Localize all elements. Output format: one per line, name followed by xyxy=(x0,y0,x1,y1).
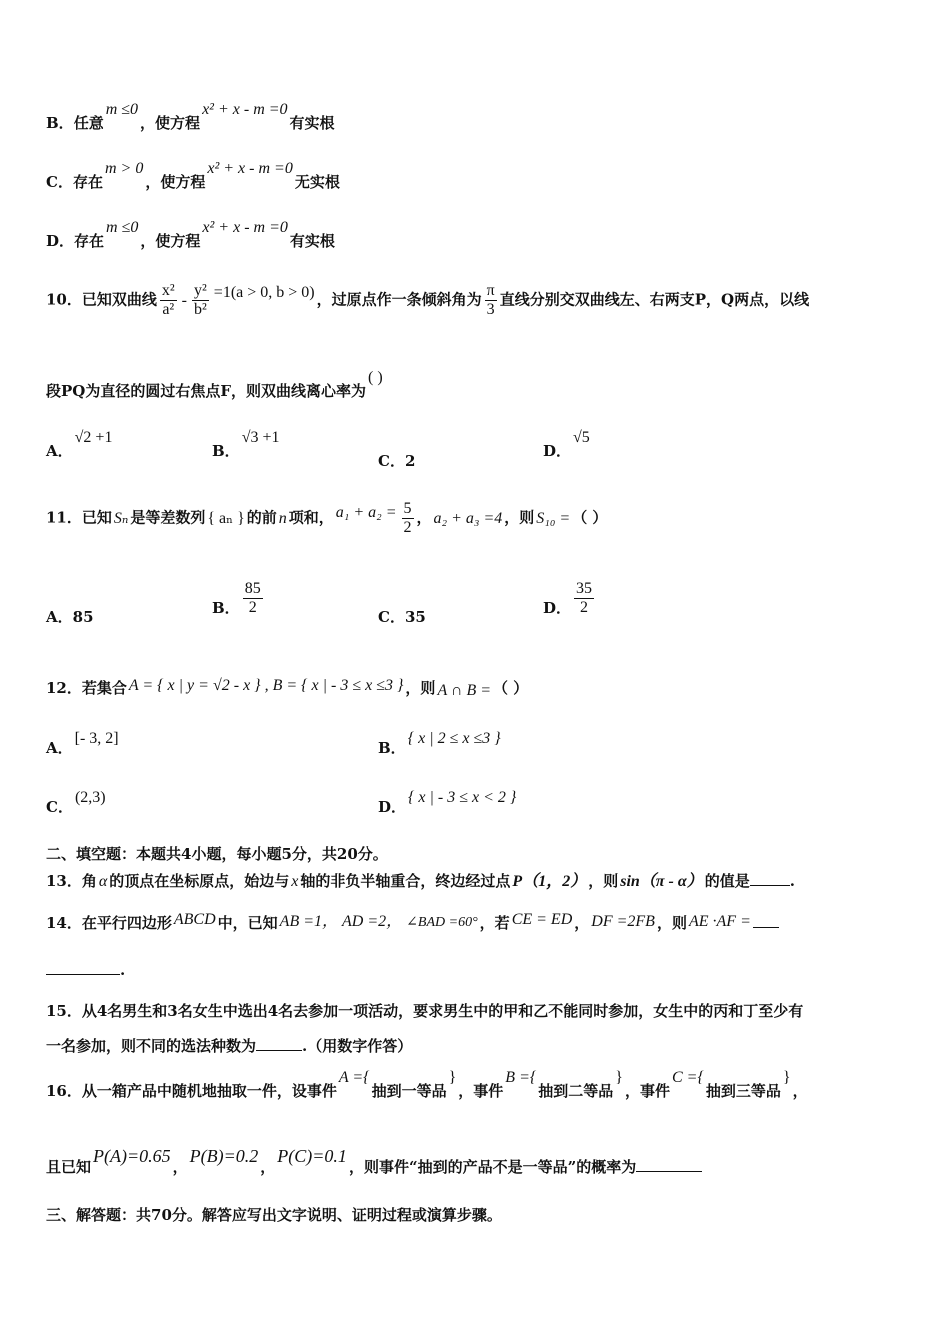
equation-2: a₂ + a₃ =4 xyxy=(433,509,503,527)
question-text: ，过原点作一条倾斜角为 xyxy=(316,290,482,309)
equation-tail: =1(a > 0, b > 0) xyxy=(213,283,315,301)
option-text: ，使方程 xyxy=(140,114,201,132)
question-15: 15．从4名男生和3名女生中选出4名去参加一项活动，要求男生中的甲和乙不能同时参加，女生中的丙和丁至少有 xyxy=(46,1002,804,1020)
option-label: B． xyxy=(46,114,74,132)
section-2-heading: 二、填空题：本题共4小题，每小题5分，共20分。 xyxy=(46,845,388,863)
answer-paren: ( ) xyxy=(368,369,383,386)
answer-blank[interactable] xyxy=(753,913,779,928)
question-text: 直线分别交双曲线左、右两支P，Q两点，以线 xyxy=(499,290,810,309)
answer-paren: （ ） xyxy=(493,679,529,697)
q9-option-d xyxy=(46,219,906,251)
condition-math: m > 0 xyxy=(104,160,144,177)
question-12 xyxy=(46,677,906,698)
sequence-math: { aₙ } xyxy=(207,509,245,527)
option-text: 无实根 xyxy=(294,173,340,191)
intersection-math: A ∩ B = xyxy=(437,682,492,699)
answer-blank[interactable] xyxy=(750,871,790,886)
fraction-x2-a2: $\frac{\text{x²}}{\text{a²}}$ xyxy=(161,282,175,318)
option-text: 有实根 xyxy=(289,114,335,132)
question-text: 10．已知双曲线 xyxy=(46,290,157,309)
option-text: 有实根 xyxy=(289,232,335,250)
question-text: 11．已知 xyxy=(46,508,112,527)
q11-option-c: C．35 xyxy=(378,608,426,626)
option-text: 任意 xyxy=(73,114,104,132)
question-15-line2: 一名参加，则不同的选法种数为 .（用数字作答） xyxy=(46,1037,413,1055)
q9-option-b xyxy=(46,101,906,133)
sn-math: Sₙ xyxy=(113,509,129,527)
answer-blank[interactable] xyxy=(256,1036,302,1051)
answer-paren: （ ） xyxy=(572,508,608,527)
question-11: 11．已知 Sₙ 是等差数列 { aₙ } 的前 n 项和， a₁ + a₂ = $\frac{5}{2}$ ， a₂ + a₃ =4 ，则 S₁₀ = （ ） xyxy=(46,500,608,536)
section-3-heading: 三、解答题：共70分。解答应写出文字说明、证明过程或演算步骤。 xyxy=(46,1206,502,1224)
fraction-5-2: $\frac{5}{2}$ xyxy=(403,500,412,536)
question-13: 13．角 α 的顶点在坐标原点，始边与 x 轴的非负半轴重合，终边经过点 P（1，2） ，则 sin（π - α） 的值是 . xyxy=(46,872,795,890)
condition-math: m ≤0 xyxy=(105,101,139,118)
question-text: 是等差数列 xyxy=(130,508,206,527)
q10-option-d: D．√5 xyxy=(543,429,590,460)
question-text: 的前 xyxy=(246,508,277,527)
option-text: ，使方程 xyxy=(140,232,201,250)
question-14: 14．在平行四边形 ABCD 中，已知 AB =1， AD =2， ∠BAD =60° ，若 CE = ED ， DF =2FB ，则 AE ·AF = xyxy=(46,910,906,933)
q10-option-c: C．2 xyxy=(378,452,416,470)
q10-option-a: A．√2 +1 xyxy=(46,429,113,460)
equation-math: x² + x - m =0 xyxy=(207,160,293,177)
question-text: 项和， xyxy=(288,508,334,527)
question-14-line2: . xyxy=(46,960,906,979)
option-label: C． xyxy=(46,173,73,191)
q12-option-b: B．{ x | 2 ≤ x ≤3 } xyxy=(378,730,501,757)
condition-math: m ≤0 xyxy=(106,219,139,236)
option-label: D． xyxy=(46,232,75,250)
minus-sign: - xyxy=(181,291,187,309)
q11-option-b: B． $\frac{85}{2}$ xyxy=(212,580,261,617)
n-math: n xyxy=(278,509,287,527)
option-text: ，使方程 xyxy=(145,173,206,191)
q11-option-d: D． $\frac{35}{2}$ xyxy=(543,580,593,617)
option-value: √5 xyxy=(573,429,590,446)
fraction-85-2: $\frac{85}{2}$ xyxy=(244,580,261,616)
option-text: 存在 xyxy=(74,232,105,250)
answer-blank[interactable] xyxy=(636,1157,702,1172)
q12-option-a: A．[- 3, 2] xyxy=(46,730,119,757)
s10-math: S₁₀ = xyxy=(536,509,571,527)
sets-math: A = { x | y = √2 - x } , B = { x | - 3 ≤ x ≤3 } xyxy=(128,677,404,694)
question-16-line2: 且已知P(A)=0.65，P(B)=0.2，P(C)=0.1，则事件“抽到的产品不是一等品”的概率为 xyxy=(46,1156,906,1177)
question-text: ，则 xyxy=(504,508,535,527)
q11-option-a: A．85 xyxy=(46,608,94,626)
question-text: ，则 xyxy=(405,679,436,697)
option-text: 存在 xyxy=(72,173,103,191)
equation-math: x² + x - m =0 xyxy=(202,101,288,118)
question-16: 16．从一箱产品中随机地抽取一件，设事件A ={抽到一等品}，事件B ={抽到二等品}，事件C ={抽到三等品}， xyxy=(46,1069,808,1100)
equation-1: a₁ + a₂ = xyxy=(335,503,397,521)
answer-blank-continued[interactable] xyxy=(46,960,120,975)
fraction-y2-b2: $\frac{\text{y²}}{\text{b²}}$ xyxy=(194,282,207,318)
q12-option-c: C．(2,3) xyxy=(46,789,106,816)
fraction-pi-3: $\frac{\pi}{3}$ xyxy=(486,282,495,318)
equation-math: x² + x - m =0 xyxy=(202,219,288,236)
option-value: 2 xyxy=(404,452,416,470)
option-value: √2 +1 xyxy=(74,429,113,446)
fraction-35-2: $\frac{35}{2}$ xyxy=(576,580,593,616)
q10-option-b: B．√3 +1 xyxy=(212,429,280,460)
q9-option-c xyxy=(46,160,906,192)
question-text: 段PQ为直径的圆过右焦点F，则双曲线离心率为 xyxy=(46,382,366,400)
question-text: 12．若集合 xyxy=(46,679,127,697)
q12-option-d: D．{ x | - 3 ≤ x < 2 } xyxy=(378,789,517,816)
question-10-line2 xyxy=(46,369,906,401)
option-value: √3 +1 xyxy=(241,429,280,446)
question-10 xyxy=(46,282,906,319)
